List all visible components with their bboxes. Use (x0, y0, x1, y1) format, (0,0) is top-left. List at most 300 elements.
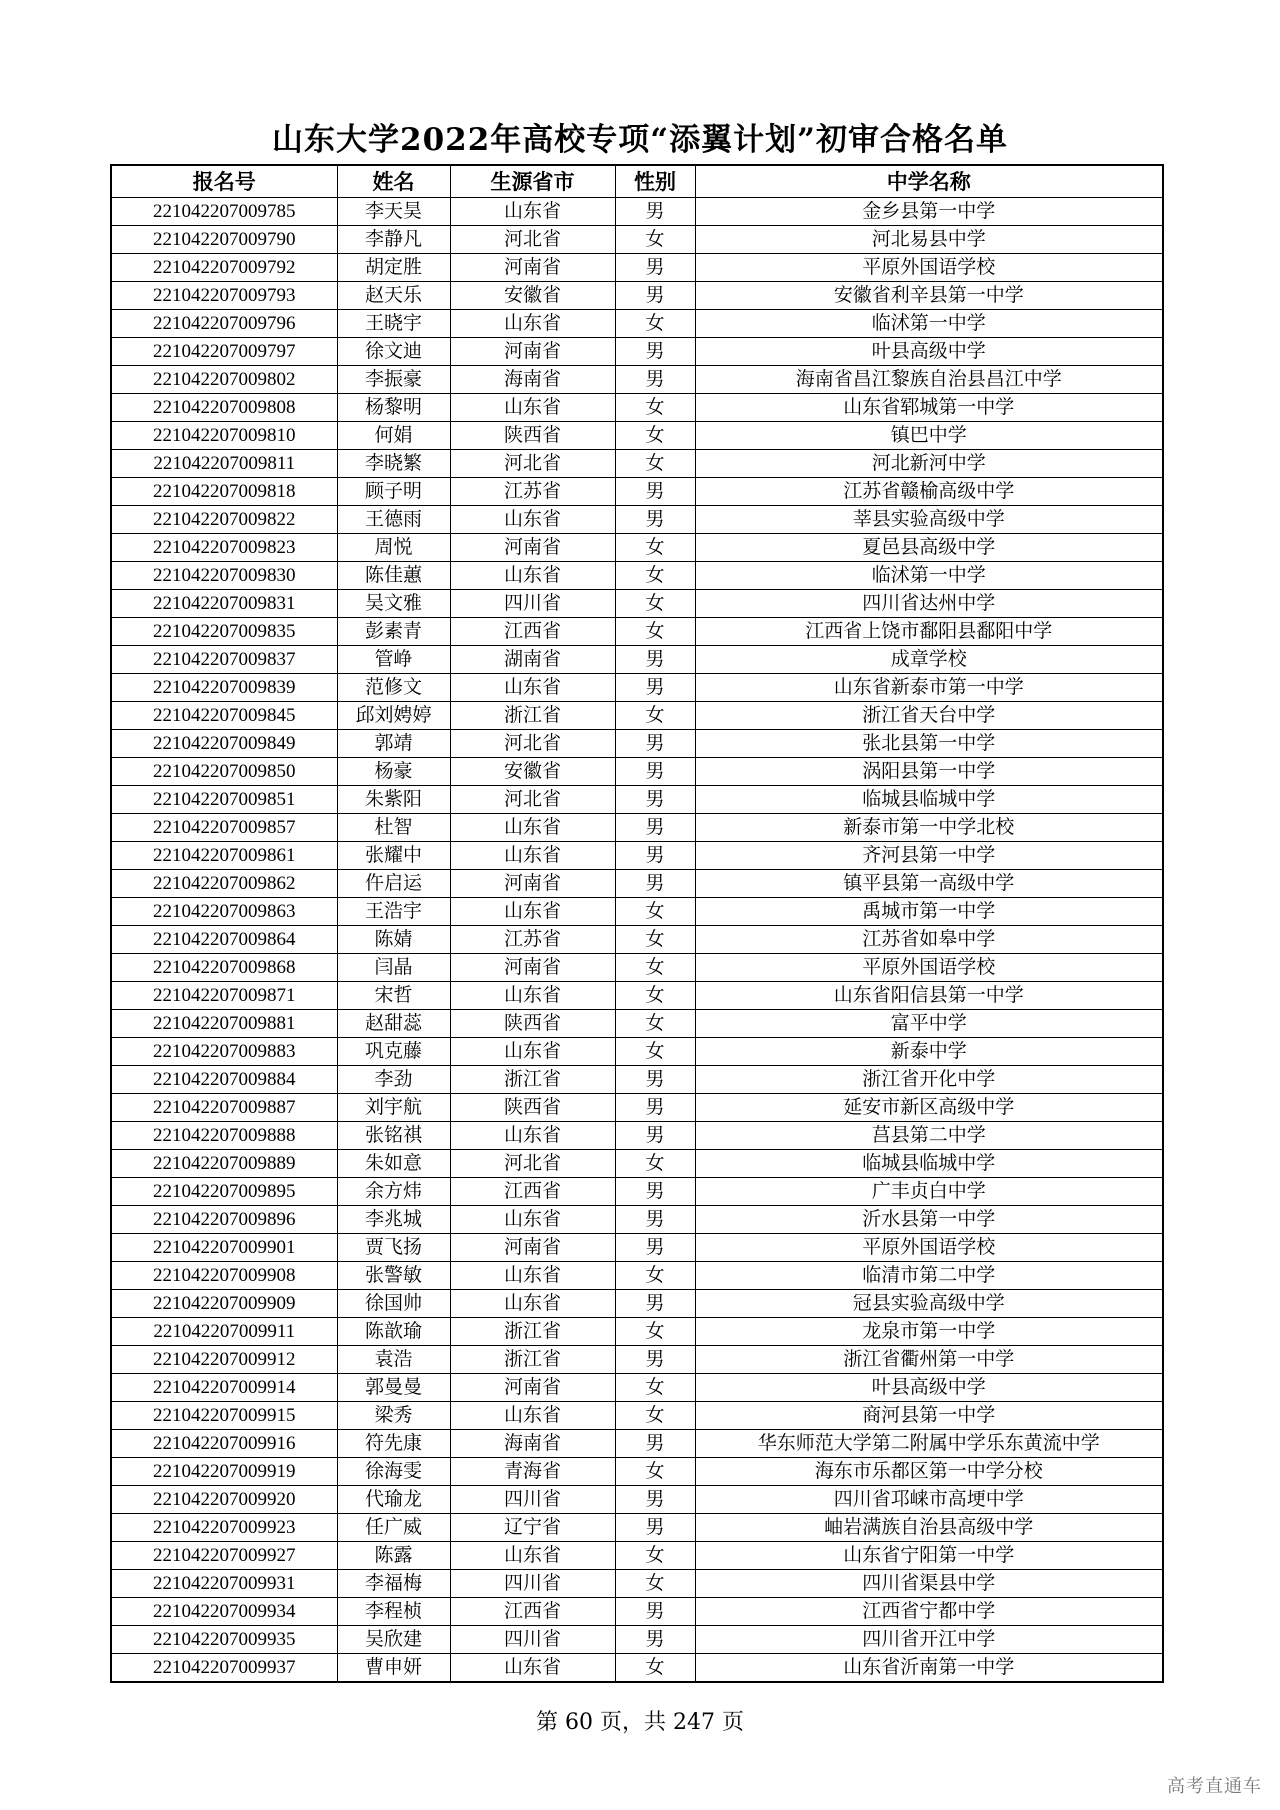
cell-name: 赵甜蕊 (337, 1010, 450, 1038)
cell-source-province: 河南省 (450, 1234, 615, 1262)
cell-name: 任广威 (337, 1514, 450, 1542)
cell-registration-number: 221042207009937 (111, 1654, 337, 1683)
cell-registration-number: 221042207009849 (111, 730, 337, 758)
cell-gender: 女 (615, 1654, 695, 1683)
table-row (111, 226, 1163, 254)
header-name: 姓名 (337, 165, 450, 198)
cell-school-name: 冠县实验高级中学 (695, 1290, 1163, 1318)
table-row (111, 254, 1163, 282)
cell-source-province: 河北省 (450, 226, 615, 254)
cell-name: 闫晶 (337, 954, 450, 982)
cell-registration-number: 221042207009884 (111, 1066, 337, 1094)
table-row (111, 1402, 1163, 1430)
cell-registration-number: 221042207009919 (111, 1458, 337, 1486)
table-row (111, 1654, 1163, 1683)
cell-school-name: 临清市第二中学 (695, 1262, 1163, 1290)
cell-registration-number: 221042207009912 (111, 1346, 337, 1374)
cell-name: 代瑜龙 (337, 1486, 450, 1514)
cell-gender: 女 (615, 1570, 695, 1598)
cell-school-name: 岫岩满族自治县高级中学 (695, 1514, 1163, 1542)
cell-school-name: 涡阳县第一中学 (695, 758, 1163, 786)
cell-gender: 女 (615, 534, 695, 562)
cell-registration-number: 221042207009887 (111, 1094, 337, 1122)
table-row (111, 478, 1163, 506)
cell-name: 顾子明 (337, 478, 450, 506)
cell-registration-number: 221042207009823 (111, 534, 337, 562)
cell-registration-number: 221042207009792 (111, 254, 337, 282)
cell-gender: 男 (615, 1430, 695, 1458)
cell-school-name: 平原外国语学校 (695, 1234, 1163, 1262)
cell-school-name: 临城县临城中学 (695, 786, 1163, 814)
cell-gender: 女 (615, 1262, 695, 1290)
cell-name: 袁浩 (337, 1346, 450, 1374)
cell-source-province: 江苏省 (450, 478, 615, 506)
cell-name: 李福梅 (337, 1570, 450, 1598)
table-row (111, 1598, 1163, 1626)
cell-source-province: 河南省 (450, 954, 615, 982)
table-row (111, 1150, 1163, 1178)
table-row (111, 422, 1163, 450)
table-row (111, 1542, 1163, 1570)
cell-registration-number: 221042207009790 (111, 226, 337, 254)
cell-name: 李静凡 (337, 226, 450, 254)
cell-school-name: 成章学校 (695, 646, 1163, 674)
table-row (111, 1094, 1163, 1122)
table-row (111, 282, 1163, 310)
cell-name: 邱刘娉婷 (337, 702, 450, 730)
cell-name: 王晓宇 (337, 310, 450, 338)
cell-source-province: 山东省 (450, 814, 615, 842)
cell-name: 李程桢 (337, 1598, 450, 1626)
cell-registration-number: 221042207009883 (111, 1038, 337, 1066)
table-row (111, 1318, 1163, 1346)
cell-source-province: 陕西省 (450, 422, 615, 450)
cell-registration-number: 221042207009864 (111, 926, 337, 954)
cell-school-name: 叶县高级中学 (695, 338, 1163, 366)
cell-name: 巩克藤 (337, 1038, 450, 1066)
cell-gender: 男 (615, 870, 695, 898)
cell-gender: 男 (615, 646, 695, 674)
cell-source-province: 四川省 (450, 1626, 615, 1654)
cell-source-province: 河北省 (450, 730, 615, 758)
cell-source-province: 山东省 (450, 1122, 615, 1150)
cell-registration-number: 221042207009837 (111, 646, 337, 674)
cell-registration-number: 221042207009797 (111, 338, 337, 366)
cell-name: 徐国帅 (337, 1290, 450, 1318)
table-row (111, 954, 1163, 982)
cell-source-province: 陕西省 (450, 1094, 615, 1122)
cell-name: 张警敏 (337, 1262, 450, 1290)
cell-registration-number: 221042207009796 (111, 310, 337, 338)
cell-school-name: 江苏省如皋中学 (695, 926, 1163, 954)
cell-registration-number: 221042207009923 (111, 1514, 337, 1542)
cell-name: 朱如意 (337, 1150, 450, 1178)
cell-name: 李振豪 (337, 366, 450, 394)
cell-school-name: 新泰市第一中学北校 (695, 814, 1163, 842)
cell-name: 刘宇航 (337, 1094, 450, 1122)
cell-school-name: 沂水县第一中学 (695, 1206, 1163, 1234)
cell-name: 陈露 (337, 1542, 450, 1570)
cell-source-province: 山东省 (450, 310, 615, 338)
cell-source-province: 江西省 (450, 1178, 615, 1206)
cell-registration-number: 221042207009785 (111, 198, 337, 226)
cell-school-name: 新泰中学 (695, 1038, 1163, 1066)
cell-gender: 女 (615, 562, 695, 590)
cell-registration-number: 221042207009811 (111, 450, 337, 478)
cell-gender: 男 (615, 1290, 695, 1318)
cell-name: 杜智 (337, 814, 450, 842)
table-row (111, 842, 1163, 870)
cell-source-province: 山东省 (450, 982, 615, 1010)
cell-registration-number: 221042207009818 (111, 478, 337, 506)
cell-source-province: 山东省 (450, 674, 615, 702)
cell-name: 李晓繁 (337, 450, 450, 478)
cell-gender: 男 (615, 366, 695, 394)
cell-school-name: 镇巴中学 (695, 422, 1163, 450)
cell-source-province: 河北省 (450, 786, 615, 814)
cell-registration-number: 221042207009888 (111, 1122, 337, 1150)
cell-registration-number: 221042207009914 (111, 1374, 337, 1402)
cell-school-name: 平原外国语学校 (695, 254, 1163, 282)
table-row (111, 814, 1163, 842)
cell-school-name: 临沭第一中学 (695, 562, 1163, 590)
table-row (111, 1206, 1163, 1234)
table-row (111, 1458, 1163, 1486)
cell-gender: 女 (615, 1038, 695, 1066)
cell-source-province: 浙江省 (450, 1066, 615, 1094)
cell-gender: 男 (615, 338, 695, 366)
cell-gender: 男 (615, 1486, 695, 1514)
cell-source-province: 河南省 (450, 338, 615, 366)
cell-source-province: 山东省 (450, 1542, 615, 1570)
cell-school-name: 江西省宁都中学 (695, 1598, 1163, 1626)
cell-gender: 女 (615, 982, 695, 1010)
table-row (111, 702, 1163, 730)
table-row (111, 590, 1163, 618)
cell-source-province: 河南省 (450, 1374, 615, 1402)
cell-name: 宋哲 (337, 982, 450, 1010)
table-row (111, 758, 1163, 786)
cell-school-name: 临沭第一中学 (695, 310, 1163, 338)
cell-gender: 女 (615, 226, 695, 254)
cell-school-name: 四川省渠县中学 (695, 1570, 1163, 1598)
cell-gender: 女 (615, 310, 695, 338)
cell-school-name: 张北县第一中学 (695, 730, 1163, 758)
cell-gender: 女 (615, 1374, 695, 1402)
cell-source-province: 四川省 (450, 1570, 615, 1598)
cell-school-name: 夏邑县高级中学 (695, 534, 1163, 562)
cell-registration-number: 221042207009920 (111, 1486, 337, 1514)
table-row (111, 870, 1163, 898)
watermark-text: 高考直通车 (1167, 1776, 1262, 1797)
cell-gender: 男 (615, 1206, 695, 1234)
cell-source-province: 四川省 (450, 590, 615, 618)
cell-school-name: 富平中学 (695, 1010, 1163, 1038)
cell-name: 仵启运 (337, 870, 450, 898)
table-row (111, 1374, 1163, 1402)
cell-name: 郭靖 (337, 730, 450, 758)
cell-registration-number: 221042207009808 (111, 394, 337, 422)
table-row (111, 1122, 1163, 1150)
table-row (111, 1290, 1163, 1318)
cell-registration-number: 221042207009850 (111, 758, 337, 786)
cell-source-province: 安徽省 (450, 758, 615, 786)
cell-registration-number: 221042207009871 (111, 982, 337, 1010)
cell-registration-number: 221042207009851 (111, 786, 337, 814)
cell-name: 陈佳蕙 (337, 562, 450, 590)
table-row (111, 1066, 1163, 1094)
cell-name: 曹申妍 (337, 1654, 450, 1683)
cell-school-name: 商河县第一中学 (695, 1402, 1163, 1430)
cell-registration-number: 221042207009845 (111, 702, 337, 730)
cell-gender: 男 (615, 1514, 695, 1542)
cell-registration-number: 221042207009831 (111, 590, 337, 618)
table-body (111, 198, 1163, 1683)
table-row (111, 366, 1163, 394)
cell-gender: 女 (615, 394, 695, 422)
table-row (111, 1626, 1163, 1654)
cell-registration-number: 221042207009793 (111, 282, 337, 310)
cell-registration-number: 221042207009901 (111, 1234, 337, 1262)
cell-source-province: 浙江省 (450, 702, 615, 730)
cell-school-name: 山东省沂南第一中学 (695, 1654, 1163, 1683)
cell-gender: 男 (615, 478, 695, 506)
cell-gender: 女 (615, 1402, 695, 1430)
cell-gender: 女 (615, 450, 695, 478)
header-gender: 性别 (615, 165, 695, 198)
cell-registration-number: 221042207009810 (111, 422, 337, 450)
cell-registration-number: 221042207009830 (111, 562, 337, 590)
cell-registration-number: 221042207009911 (111, 1318, 337, 1346)
table-row (111, 1514, 1163, 1542)
cell-name: 李劲 (337, 1066, 450, 1094)
cell-school-name: 山东省新泰市第一中学 (695, 674, 1163, 702)
cell-gender: 女 (615, 1318, 695, 1346)
table-row (111, 1346, 1163, 1374)
cell-school-name: 镇平县第一高级中学 (695, 870, 1163, 898)
cell-gender: 男 (615, 1626, 695, 1654)
cell-school-name: 四川省开江中学 (695, 1626, 1163, 1654)
table-row (111, 338, 1163, 366)
cell-source-province: 陕西省 (450, 1010, 615, 1038)
cell-gender: 男 (615, 730, 695, 758)
cell-registration-number: 221042207009896 (111, 1206, 337, 1234)
cell-gender: 男 (615, 198, 695, 226)
page-footer: 第 60 页，共 247 页 (536, 1710, 744, 1735)
table-row (111, 450, 1163, 478)
table-row (111, 898, 1163, 926)
cell-gender: 男 (615, 1178, 695, 1206)
cell-gender: 女 (615, 1458, 695, 1486)
cell-school-name: 四川省达州中学 (695, 590, 1163, 618)
cell-gender: 男 (615, 786, 695, 814)
cell-registration-number: 221042207009802 (111, 366, 337, 394)
cell-name: 朱紫阳 (337, 786, 450, 814)
header-school-name: 中学名称 (695, 165, 1163, 198)
cell-gender: 男 (615, 1346, 695, 1374)
cell-name: 郭曼曼 (337, 1374, 450, 1402)
cell-name: 何娟 (337, 422, 450, 450)
cell-name: 赵天乐 (337, 282, 450, 310)
cell-registration-number: 221042207009861 (111, 842, 337, 870)
cell-name: 王德雨 (337, 506, 450, 534)
table-row (111, 982, 1163, 1010)
cell-source-province: 河北省 (450, 450, 615, 478)
cell-school-name: 华东师范大学第二附属中学乐东黄流中学 (695, 1430, 1163, 1458)
table-row (111, 926, 1163, 954)
cell-name: 胡定胜 (337, 254, 450, 282)
cell-school-name: 浙江省衢州第一中学 (695, 1346, 1163, 1374)
cell-name: 张铭祺 (337, 1122, 450, 1150)
table-row (111, 646, 1163, 674)
cell-source-province: 山东省 (450, 1038, 615, 1066)
cell-registration-number: 221042207009909 (111, 1290, 337, 1318)
cell-source-province: 安徽省 (450, 282, 615, 310)
cell-gender: 女 (615, 590, 695, 618)
table-row (111, 1234, 1163, 1262)
table-row (111, 730, 1163, 758)
cell-source-province: 山东省 (450, 198, 615, 226)
table-row (111, 198, 1163, 226)
cell-source-province: 河南省 (450, 534, 615, 562)
cell-gender: 男 (615, 1598, 695, 1626)
cell-gender: 男 (615, 674, 695, 702)
cell-registration-number: 221042207009889 (111, 1150, 337, 1178)
table-row (111, 1570, 1163, 1598)
cell-source-province: 江苏省 (450, 926, 615, 954)
table-row (111, 562, 1163, 590)
table-row (111, 674, 1163, 702)
table-row (111, 1430, 1163, 1458)
cell-school-name: 齐河县第一中学 (695, 842, 1163, 870)
cell-name: 张耀中 (337, 842, 450, 870)
cell-school-name: 四川省邛崃市高埂中学 (695, 1486, 1163, 1514)
cell-registration-number: 221042207009868 (111, 954, 337, 982)
cell-registration-number: 221042207009835 (111, 618, 337, 646)
cell-source-province: 江西省 (450, 1598, 615, 1626)
table-row (111, 534, 1163, 562)
cell-name: 梁秀 (337, 1402, 450, 1430)
cell-source-province: 山东省 (450, 898, 615, 926)
cell-registration-number: 221042207009931 (111, 1570, 337, 1598)
cell-gender: 女 (615, 1010, 695, 1038)
cell-registration-number: 221042207009881 (111, 1010, 337, 1038)
cell-gender: 男 (615, 758, 695, 786)
cell-gender: 女 (615, 954, 695, 982)
cell-school-name: 山东省郓城第一中学 (695, 394, 1163, 422)
cell-name: 贾飞扬 (337, 1234, 450, 1262)
cell-gender: 男 (615, 1234, 695, 1262)
cell-school-name: 禹城市第一中学 (695, 898, 1163, 926)
cell-source-province: 山东省 (450, 1262, 615, 1290)
cell-source-province: 四川省 (450, 1486, 615, 1514)
cell-gender: 女 (615, 422, 695, 450)
cell-school-name: 海南省昌江黎族自治县昌江中学 (695, 366, 1163, 394)
cell-name: 范修文 (337, 674, 450, 702)
table-row (111, 618, 1163, 646)
cell-registration-number: 221042207009863 (111, 898, 337, 926)
table-row (111, 1178, 1163, 1206)
cell-school-name: 河北易县中学 (695, 226, 1163, 254)
cell-name: 杨豪 (337, 758, 450, 786)
cell-gender: 女 (615, 618, 695, 646)
cell-source-province: 山东省 (450, 506, 615, 534)
cell-gender: 男 (615, 842, 695, 870)
cell-registration-number: 221042207009895 (111, 1178, 337, 1206)
cell-school-name: 莘县实验高级中学 (695, 506, 1163, 534)
cell-name: 吴文雅 (337, 590, 450, 618)
cell-school-name: 浙江省开化中学 (695, 1066, 1163, 1094)
table-header-row (111, 165, 1163, 198)
cell-school-name: 龙泉市第一中学 (695, 1318, 1163, 1346)
cell-school-name: 广丰贞白中学 (695, 1178, 1163, 1206)
cell-registration-number: 221042207009934 (111, 1598, 337, 1626)
cell-school-name: 叶县高级中学 (695, 1374, 1163, 1402)
cell-source-province: 海南省 (450, 366, 615, 394)
cell-source-province: 青海省 (450, 1458, 615, 1486)
cell-source-province: 河南省 (450, 254, 615, 282)
header-registration-number: 报名号 (111, 165, 337, 198)
cell-source-province: 江西省 (450, 618, 615, 646)
cell-source-province: 山东省 (450, 1290, 615, 1318)
cell-registration-number: 221042207009839 (111, 674, 337, 702)
cell-gender: 男 (615, 1094, 695, 1122)
cell-registration-number: 221042207009857 (111, 814, 337, 842)
cell-registration-number: 221042207009862 (111, 870, 337, 898)
cell-school-name: 江西省上饶市鄱阳县鄱阳中学 (695, 618, 1163, 646)
table-row (111, 394, 1163, 422)
cell-name: 王浩宇 (337, 898, 450, 926)
cell-name: 余方炜 (337, 1178, 450, 1206)
cell-source-province: 山东省 (450, 1402, 615, 1430)
cell-source-province: 山东省 (450, 394, 615, 422)
admission-roster-table (110, 164, 1164, 1683)
cell-name: 周悦 (337, 534, 450, 562)
cell-school-name: 金乡县第一中学 (695, 198, 1163, 226)
cell-name: 徐文迪 (337, 338, 450, 366)
cell-registration-number: 221042207009822 (111, 506, 337, 534)
cell-gender: 女 (615, 1542, 695, 1570)
table-row (111, 786, 1163, 814)
table-row (111, 1010, 1163, 1038)
cell-gender: 男 (615, 1122, 695, 1150)
cell-name: 管峥 (337, 646, 450, 674)
cell-school-name: 海东市乐都区第一中学分校 (695, 1458, 1163, 1486)
cell-school-name: 延安市新区高级中学 (695, 1094, 1163, 1122)
cell-registration-number: 221042207009908 (111, 1262, 337, 1290)
cell-source-province: 河北省 (450, 1150, 615, 1178)
cell-source-province: 山东省 (450, 842, 615, 870)
cell-name: 李天昊 (337, 198, 450, 226)
cell-school-name: 山东省宁阳第一中学 (695, 1542, 1163, 1570)
cell-school-name: 河北新河中学 (695, 450, 1163, 478)
table-row (111, 310, 1163, 338)
cell-gender: 女 (615, 926, 695, 954)
cell-source-province: 浙江省 (450, 1346, 615, 1374)
cell-gender: 女 (615, 702, 695, 730)
cell-school-name: 江苏省赣榆高级中学 (695, 478, 1163, 506)
cell-source-province: 海南省 (450, 1430, 615, 1458)
cell-name: 彭素青 (337, 618, 450, 646)
cell-name: 陈歆瑜 (337, 1318, 450, 1346)
cell-school-name: 安徽省利辛县第一中学 (695, 282, 1163, 310)
cell-source-province: 河南省 (450, 870, 615, 898)
cell-source-province: 辽宁省 (450, 1514, 615, 1542)
cell-name: 符先康 (337, 1430, 450, 1458)
cell-registration-number: 221042207009915 (111, 1402, 337, 1430)
cell-name: 陈婧 (337, 926, 450, 954)
cell-source-province: 浙江省 (450, 1318, 615, 1346)
